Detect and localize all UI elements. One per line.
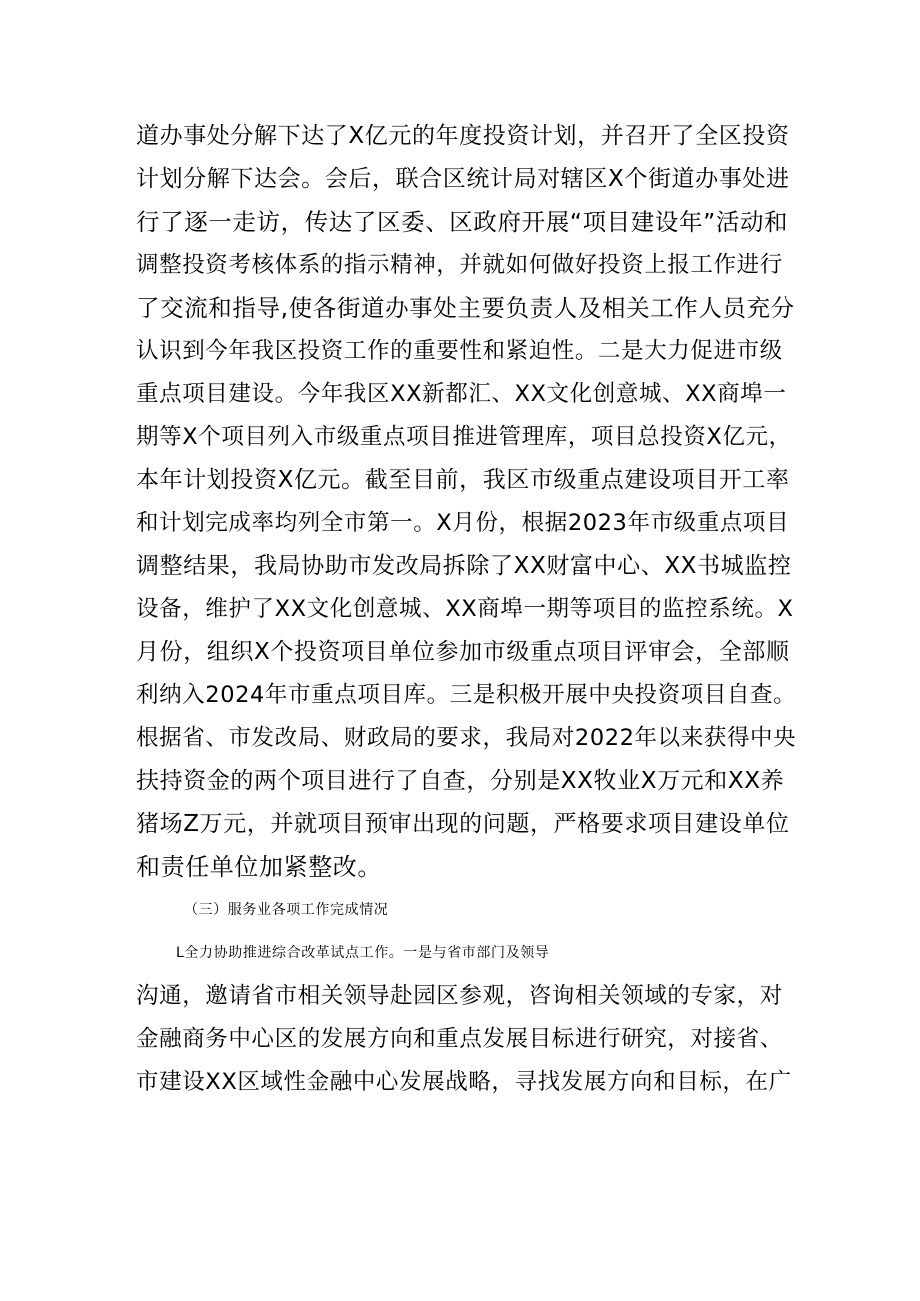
- paragraph-line: 行了逐一走访，传达了区委、区政府开展“项目建设年”活动和: [136, 208, 789, 236]
- paragraph-line: 重点项目建设。今年我区XX新都汇、XX文化创意城、XX商埠一: [136, 381, 787, 407]
- paragraph-line: 计划分解下达会。会后，联合区统计局对辖区X个街道办事处进: [136, 166, 790, 192]
- paragraph-line: 道办事处分解下达了X亿元的年度投资计划，并召开了全区投资: [136, 123, 790, 149]
- paragraph-line: 了交流和指导,使各街道办事处主要负责人及相关工作人员充分: [136, 294, 795, 322]
- paragraph-line: 期等X个项目列入市级重点项目推进管理库，项目总投资X亿元，: [136, 424, 792, 450]
- paragraph-line: 市建设XX区域性金融中心发展战略，寻找发展方向和目标，在广: [136, 1069, 792, 1095]
- paragraph-line: 调整投资考核体系的指示精神，并就如何做好投资上报工作进行: [136, 252, 783, 278]
- paragraph-line: 本年计划投资X亿元。截至目前，我区市级重点建设项目开工率: [136, 467, 790, 493]
- paragraph-line: 认识到今年我区投资工作的重要性和紧迫性。二是大力促进市级: [136, 338, 783, 364]
- paragraph-line: 利纳入2024年市重点项目库。三是积极开展中央投资项目自查。: [136, 682, 797, 708]
- paragraph-line: 金融商务中心区的发展方向和重点发展目标进行研究，对接省、: [136, 1026, 783, 1052]
- paragraph-line: L全力协助推进综合改革试点工作。一是与省市部门及领导: [176, 945, 550, 961]
- paragraph-line: 和计划完成率均列全市第一。X月份，根据2023年市级重点项目: [136, 510, 790, 536]
- paragraph-line: 扶持资金的两个项目进行了自查，分别是XX牧业X万元和XX养: [136, 768, 785, 794]
- paragraph-line: 设备，维护了XX文化创意城、XX商埠一期等项目的监控系统。X: [136, 596, 794, 622]
- paragraph-line: 沟通，邀请省市相关领导赴园区参观，咨询相关领域的专家，对: [136, 983, 783, 1009]
- paragraph-line: 猪场Z万元，并就项目预审出现的问题，严格要求项目建设单位: [136, 811, 790, 837]
- paragraph-line: 根据省、市发改局、财政局的要求，我局对2022年以来获得中央: [136, 725, 797, 751]
- paragraph-line: 月份，组织X个投资项目单位参加市级重点项目评审会，全部顺: [136, 639, 790, 665]
- paragraph-line: 和责任单位加紧整改。: [136, 853, 382, 881]
- paragraph-line: 调整结果，我局协助市发改局拆除了XX财富中心、XX书城监控: [136, 553, 792, 579]
- section-heading: （三）服务业各项工作完成情况: [184, 902, 389, 918]
